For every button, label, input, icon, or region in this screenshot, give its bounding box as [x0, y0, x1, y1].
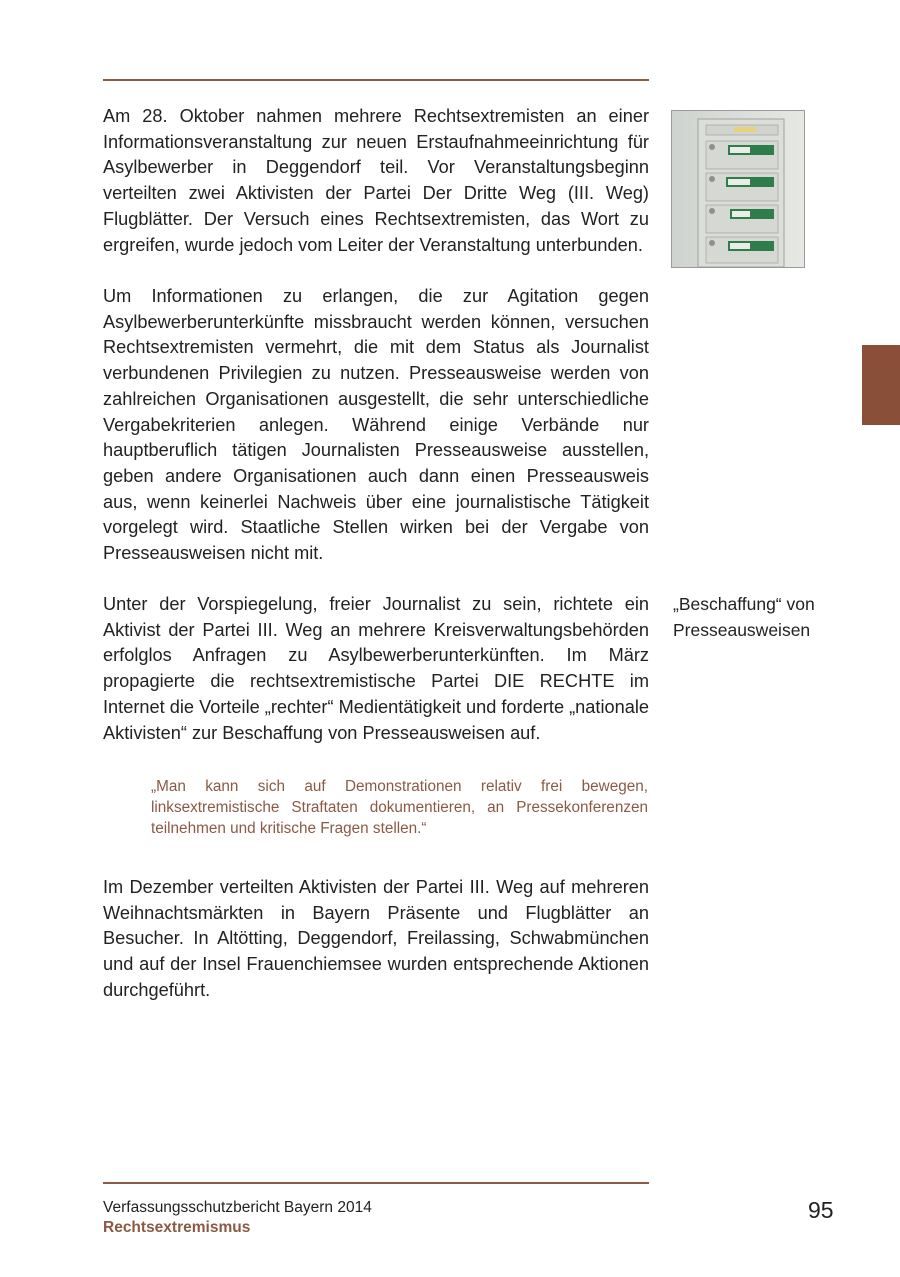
paragraph-fake-journalist: Unter der Vorspiegelung, freier Journalist zu sein, richtete ein Aktivist der Partei III. Weg an mehrere Kreisverwaltungsbehörden erfolglos Anfragen zu Asylbewerberunterkünften. Im März propagierte die rechtsextremistische Partei DIE RECHTE im Internet die Vorteile „rechter“ Medientätigkeit und forderte „nationale Aktivisten“ zur Beschaffung von Presseausweisen auf. — [103, 594, 649, 743]
footer-report-title: Verfassungsschutzbericht Bayern 2014 — [103, 1199, 372, 1216]
block-quote: „Man kann sich auf Demonstrationen relativ frei bewegen, linksextremistische Straftaten dokumentieren, an Pressekonferenzen teilnehmen und kritische Fragen stellen.“ — [151, 778, 648, 837]
top-rule — [103, 79, 649, 81]
bottom-rule — [103, 1182, 649, 1184]
page-number: 95 — [808, 1197, 834, 1223]
chapter-tab — [862, 345, 900, 425]
paragraph-press-passes: Um Informationen zu erlangen, die zur Agitation gegen Asylbewerberunterkünfte missbraucht werden können, versuchen Rechtsextremisten vermehrt, die mit dem Status als Journalist verbundenen Privilegien zu nutzen. Presseausweise werden von zahlreichen Organisationen ausgestellt, die sehr unterschiedliche Vergabekriterien anlegen. Während einige Verbände nur hauptberuflich tätigen Journalisten Presseausweise ausstellen, geben andere Organisationen auch dann einen Presseausweis aus, wenn keinerlei Nachweis über eine journalistische Tätigkeit vorgelegt wird. Staatliche Stellen wirken bei der Vergabe von Presseausweisen nicht mit. — [103, 286, 649, 564]
mailbox-image — [672, 111, 804, 267]
margin-note: „Beschaffung“ von Presseausweisen — [673, 594, 815, 640]
paragraph-christmas-markets: Im Dezember verteilten Aktivisten der Partei III. Weg auf mehreren Weihnachtsmärkten in Bayern Präsente und Flugblätter an Besucher. In Altötting, Deggendorf, Freilassing, Schwabmünchen und auf der Insel Frauenchiemsee wurden entsprechende Aktionen durchgeführt. — [103, 877, 649, 1000]
footer-section-title: Rechtsextremismus — [103, 1219, 251, 1236]
mailbox-flyers-photo — [671, 110, 805, 268]
paragraph-asylum-info-event: Am 28. Oktober nahmen mehrere Rechtsextremisten an einer Informationsveranstaltung zur neuen Erstaufnahmeeinrichtung für Asylbewerber in Deggendorf teil. Vor Veranstaltungsbeginn verteilten zwei Aktivisten der Partei Der Dritte Weg (III. Weg) Flugblätter. Der Versuch eines Rechtsextremisten, das Wort zu ergreifen, wurde jedoch vom Leiter der Veranstaltung unterbunden. — [103, 106, 649, 255]
